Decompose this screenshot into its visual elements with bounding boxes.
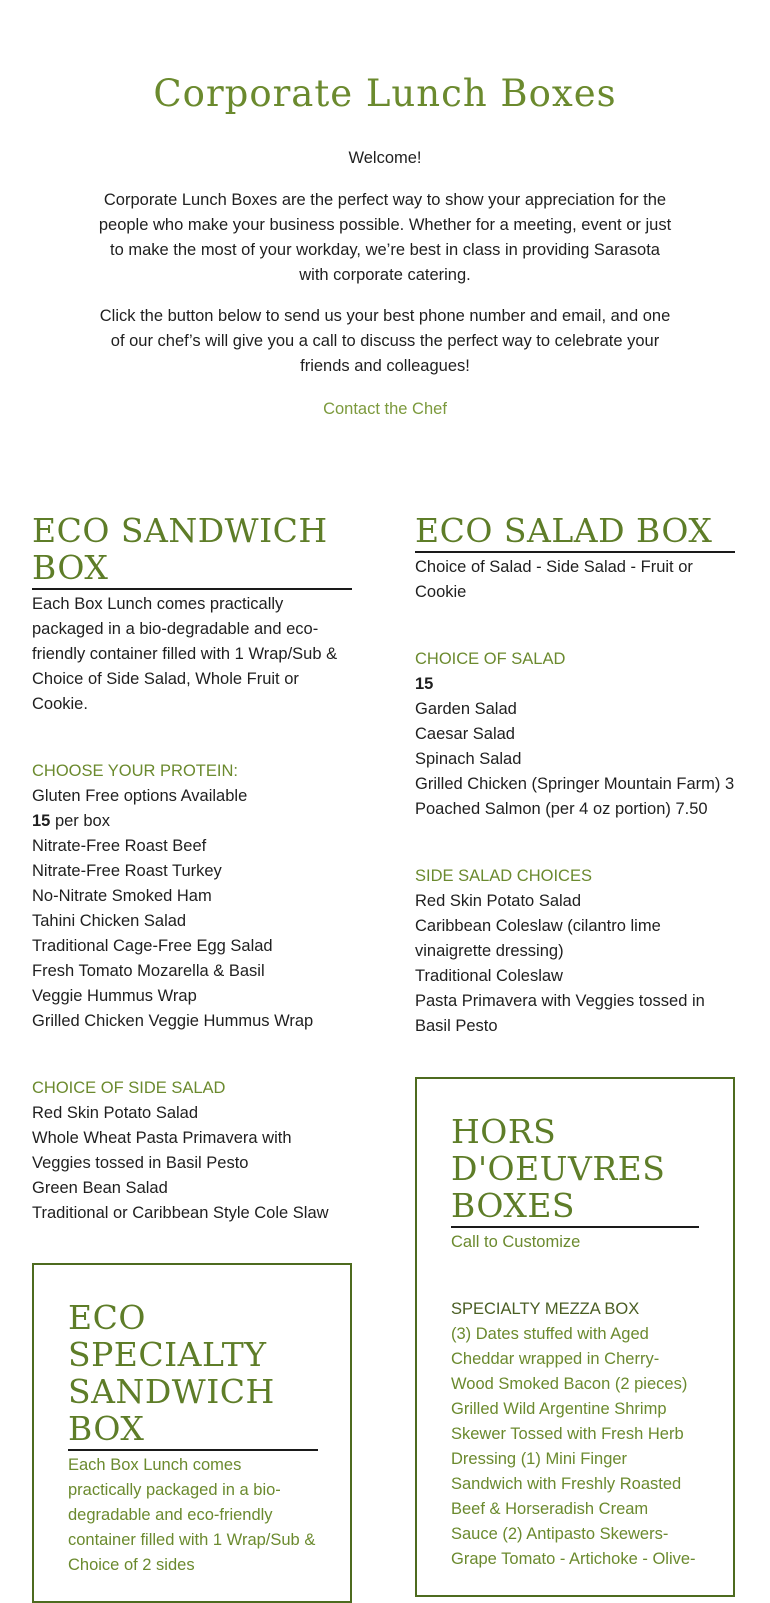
list-item: Traditional or Caribbean Style Cole Slaw <box>32 1204 329 1222</box>
sandwich-box-title: ECO SANDWICH BOX <box>32 512 352 590</box>
list-item: Red Skin Potato Salad <box>415 892 582 910</box>
list-item: Grilled Chicken Veggie Hummus Wrap <box>32 1012 314 1030</box>
list-item: Veggie Hummus Wrap <box>32 987 197 1005</box>
intro-paragraph: Corporate Lunch Boxes are the perfect way to show your appreciation for the people who make your business possible. Whether for a meeting, event or just to make the most of your workday, we’re best in class in providing Sarasota with corporate catering. <box>98 191 672 284</box>
list-item: Traditional Coleslaw <box>415 967 563 985</box>
list-item: Poached Salmon (per 4 oz portion) 7.50 <box>415 800 708 818</box>
list-item: No-Nitrate Smoked Ham <box>32 887 212 905</box>
choice-of-salad-heading: CHOICE OF SALAD <box>415 650 566 668</box>
side-salad-choices-list <box>415 889 735 1039</box>
list-item: Nitrate-Free Roast Turkey <box>32 862 222 880</box>
protein-list <box>32 834 352 1034</box>
list-item: Fresh Tomato Mozarella & Basil <box>32 962 265 980</box>
protein-heading: CHOOSE YOUR PROTEIN: <box>32 762 238 780</box>
sandwich-box-description: Each Box Lunch comes practically packaged in a bio-degradable and eco-friendly container filled with 1 Wrap/Sub & Choice of Side Salad, Whole Fruit or Cookie. <box>32 595 338 713</box>
gluten-note: Gluten Free options Available <box>32 787 248 805</box>
side-salad-heading: CHOICE OF SIDE SALAD <box>32 1079 226 1097</box>
call-to-customize: Call to Customize <box>451 1233 581 1251</box>
page-title: Corporate Lunch Boxes <box>153 72 617 115</box>
list-item: Grilled Chicken (Springer Mountain Farm) 3 <box>415 775 735 793</box>
sandwich-price <box>32 809 352 834</box>
specialty-box-card <box>32 1263 352 1603</box>
hors-oeuvres-title: HORS D'OEUVRES BOXES <box>451 1113 699 1228</box>
list-item: Whole Wheat Pasta Primavera with Veggies tossed in Basil Pesto <box>32 1129 292 1172</box>
welcome-text: Welcome! <box>348 149 422 167</box>
list-item: Garden Salad <box>415 700 517 718</box>
salad-box-title: ECO SALAD BOX <box>415 512 735 553</box>
salad-box-description: Choice of Salad - Side Salad - Fruit or Cookie <box>415 558 693 601</box>
list-item: Traditional Cage-Free Egg Salad <box>32 937 273 955</box>
list-item: Pasta Primavera with Veggies tossed in Basil Pesto <box>415 992 705 1035</box>
list-item: Red Skin Potato Salad <box>32 1104 199 1122</box>
list-item: Green Bean Salad <box>32 1179 168 1197</box>
specialty-box-description: Each Box Lunch comes practically packaged in a bio-degradable and eco-friendly container filled with 1 Wrap/Sub & Choice of 2 sides <box>68 1456 316 1574</box>
salad-price: 15 <box>415 675 434 693</box>
mezza-description: (3) Dates stuffed with Aged Cheddar wrapped in Cherry-Wood Smoked Bacon (2 pieces) Grilled Wild Argentine Shrimp Skewer Tossed with Fresh Herb Dressing (1) Mini Finger Sandwich with Freshly Roasted Beef & Horseradish Cream Sauce (2) Antipasto Skewers- Grape Tomato - Artichoke - Olive- <box>451 1325 696 1568</box>
list-item: Caesar Salad <box>415 725 515 743</box>
hors-oeuvres-card <box>415 1077 735 1597</box>
sandwich-price-suffix: per box <box>50 812 110 830</box>
salad-box-section <box>415 512 735 1039</box>
list-item: Nitrate-Free Roast Beef <box>32 837 207 855</box>
list-item: Caribbean Coleslaw (cilantro lime vinaigrette dressing) <box>415 917 661 960</box>
mezza-heading: SPECIALTY MEZZA BOX <box>451 1300 640 1318</box>
salad-list <box>415 697 755 822</box>
side-salad-list <box>32 1101 332 1226</box>
contact-chef-link[interactable]: Contact the Chef <box>323 400 447 418</box>
side-salad-choices-heading: SIDE SALAD CHOICES <box>415 867 592 885</box>
sandwich-box-section <box>32 512 352 1226</box>
list-item: Spinach Salad <box>415 750 522 768</box>
specialty-box-title: ECO SPECIALTY SANDWICH BOX <box>68 1299 318 1451</box>
cta-paragraph: Click the button below to send us your best phone number and email, and one of our chef’s will give you a call to discuss the perfect way to celebrate your friends and colleagues! <box>99 307 671 375</box>
sandwich-price-value: 15 <box>32 812 51 830</box>
list-item: Tahini Chicken Salad <box>32 912 187 930</box>
